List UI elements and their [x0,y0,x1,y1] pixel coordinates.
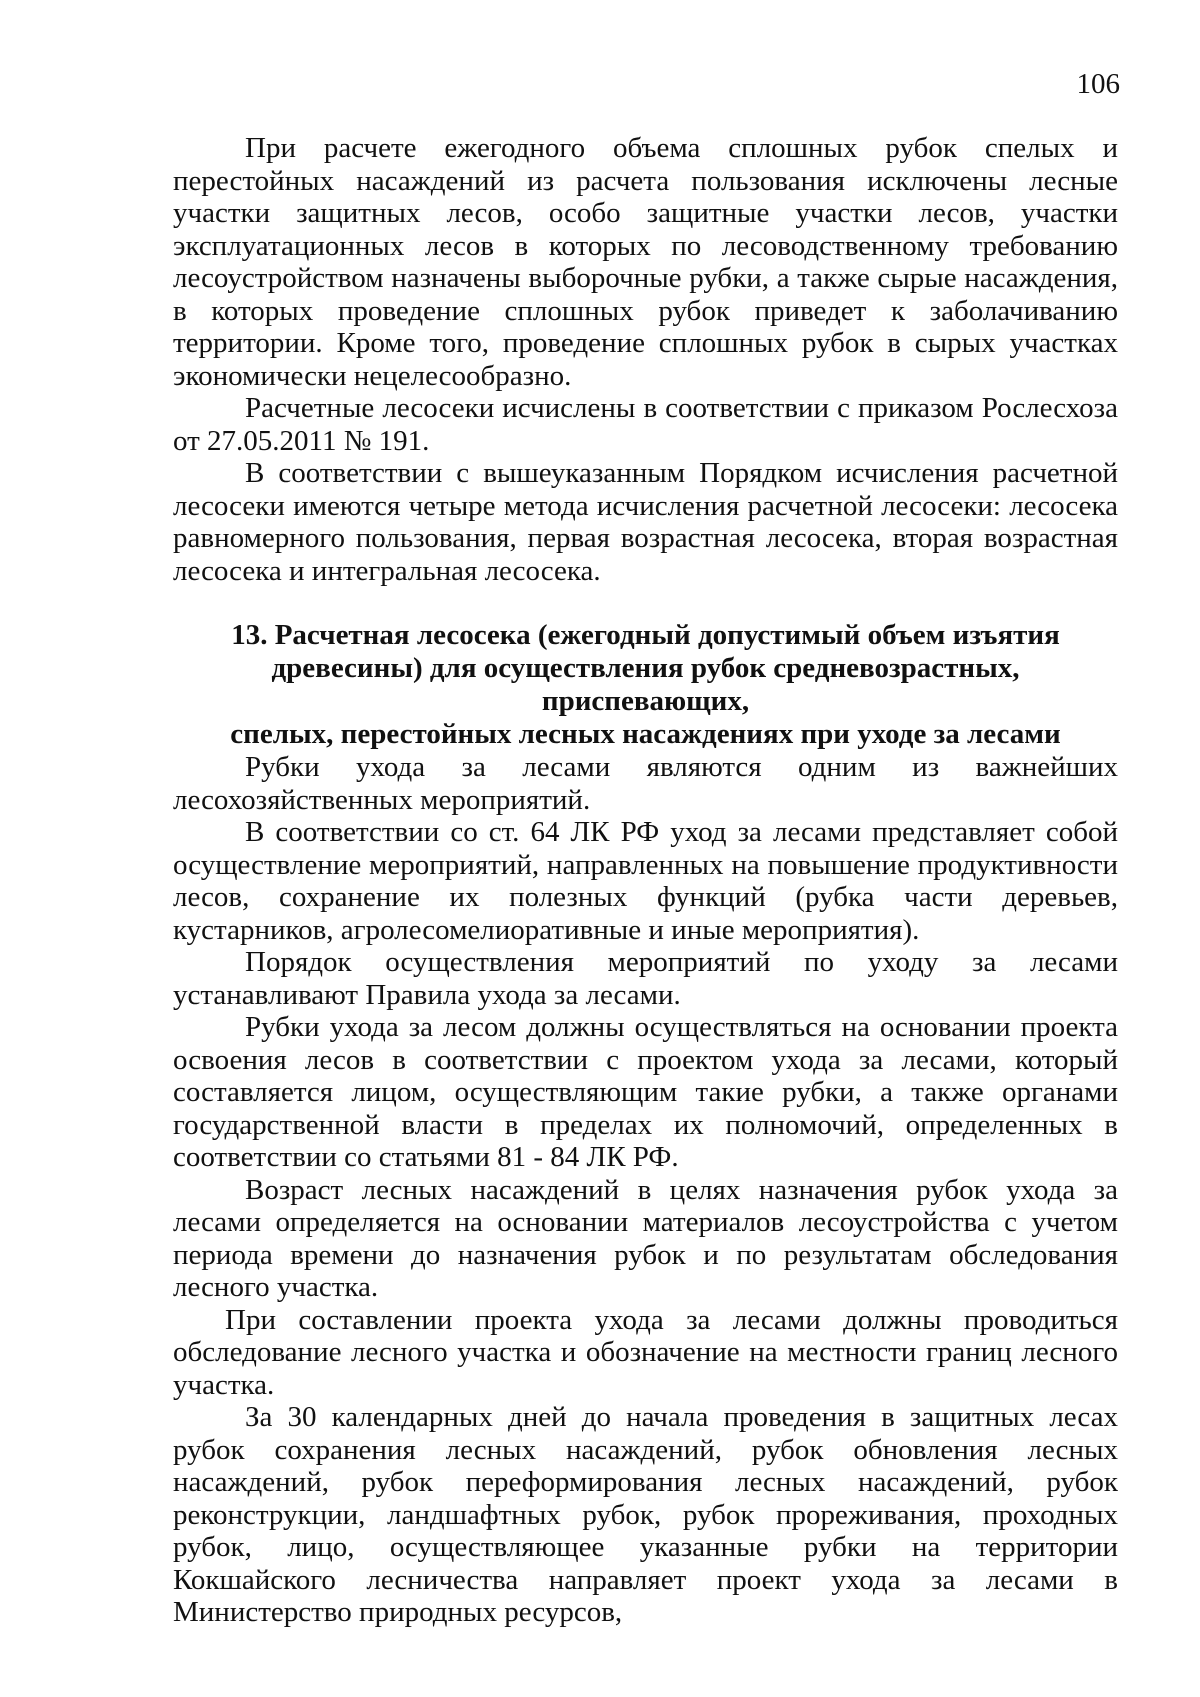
paragraph-care-rules: Порядок осуществления мероприятий по уходу за лесами устанавливают Правила ухода за лесами. [173,946,1118,1011]
paragraph-clearcut-exclusions: При расчете ежегодного объема сплошных рубок спелых и перестойных насаждений из расчета пользования исключены лесные участки защитных лесов, особо защитные участки лесов, участки эксплуатационных лесов в которых по лесоводственному требованию лесоустройством назначены выборочные рубки, а также сырые насаждения, в которых проведение сплошных рубок приведет к заболачиванию территории. Кроме того, проведение сплошных рубок в сырых участках экономически нецелесообразно. [173,132,1118,392]
paragraph-30-day-notice: За 30 календарных дней до начала проведения в защитных лесах рубок сохранения лесных насаждений, рубок обновления лесных насаждений, рубок переформирования лесных насаждений, рубок реконструкции, ландшафтных рубок, рубок прореживания, проходных рубок, лицо, осуществляющее указанные рубки на территории Кокшайского лесничества направляет проект ухода за лесами в Министерство природных ресурсов, [173,1401,1118,1628]
paragraph-stand-age: Возраст лесных насаждений в целях назначения рубок ухода за лесами определяется на основании материалов лесоустройства с учетом периода времени до назначения рубок и по результатам обследования лесного участка. [173,1173,1118,1303]
section-heading-line: древесины) для осуществления рубок средневозрастных, приспевающих, [271,652,1020,717]
section-heading-line: 13. Расчетная лесосека (ежегодный допустимый объем изъятия [231,619,1060,651]
section-heading-13 [173,619,1118,751]
paragraph-rosleskhoz-order: Расчетные лесосеки исчислены в соответствии с приказом Рослесхоза от 27.05.2011 № 191. [173,392,1118,457]
paragraph-calculation-methods: В соответствии с вышеуказанным Порядком исчисления расчетной лесосеки имеются четыре метода исчисления расчетной лесосеки: лесосека равномерного пользования, первая возрастная лесосека, вторая возрастная лесосека и интегральная лесосека. [173,457,1118,587]
paragraph-development-project: Рубки ухода за лесом должны осуществляться на основании проекта освоения лесов в соответствии с проектом ухода за лесами, который составляется лицом, осуществляющим такие рубки, а также органами государственной власти в пределах их полномочий, определенных в соответствии со статьями 81 - 84 ЛК РФ. [173,1011,1118,1173]
section-heading-line: спелых, перестойных лесных насаждениях при уходе за лесами [230,718,1061,750]
paragraph-forest-code-art64: В соответствии со ст. 64 ЛК РФ уход за лесами представляет собой осуществление мероприятий, направленных на повышение продуктивности лесов, сохранение их полезных функций (рубка части деревьев, кустарников, агролесомелиоративные и иные мероприятия). [173,816,1118,946]
page-number: 106 [1076,68,1120,100]
section-spacer [173,587,1118,619]
paragraph-thinning-importance: Рубки ухода за лесами являются одним из важнейших лесохозяйственных мероприятий. [173,751,1118,816]
paragraph-site-survey: При составлении проекта ухода за лесами должны проводиться обследование лесного участка и обозначение на местности границ лесного участка. [173,1303,1118,1401]
page-content [173,132,1118,1629]
